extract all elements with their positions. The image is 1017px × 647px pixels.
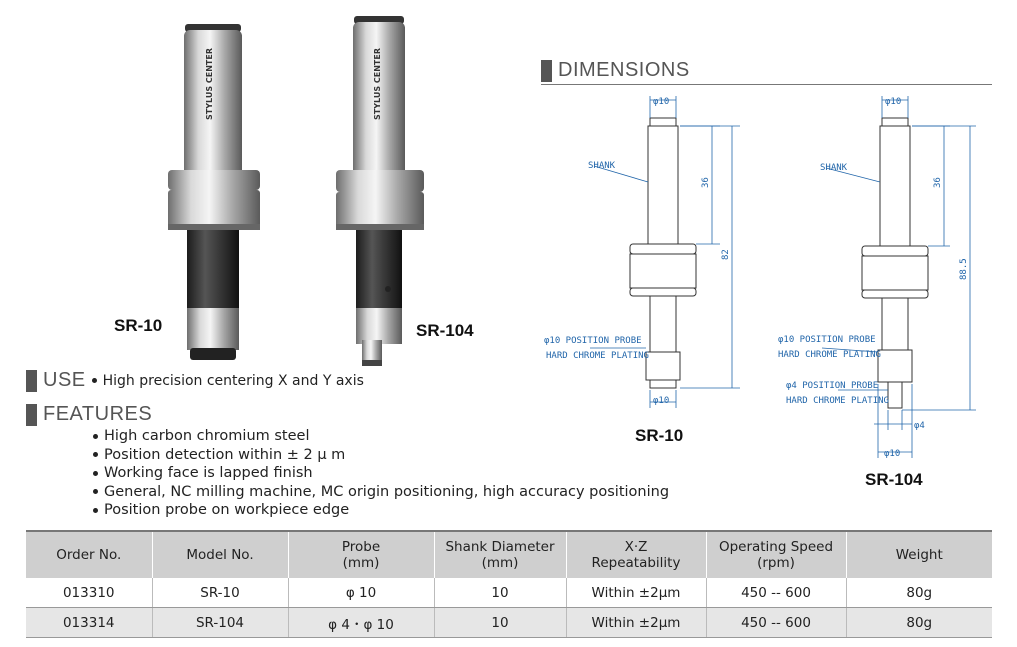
header-repeatability: X·Z Repeatability bbox=[566, 531, 706, 578]
sr10-dim-36: 36 bbox=[701, 177, 711, 188]
sr104-drawing-caption: SR-104 bbox=[865, 470, 923, 489]
feature-item: Position detection within ± 2 μ m bbox=[93, 446, 669, 465]
sr10-photo bbox=[168, 24, 260, 360]
dimensions-section bbox=[541, 59, 690, 82]
use-text: High precision centering X and Y axis bbox=[92, 373, 364, 389]
use-section-bar bbox=[26, 370, 37, 392]
sr104-dim-885: 88.5 bbox=[959, 258, 969, 280]
sr104-small-plating-label: HARD CHROME PLATING bbox=[786, 396, 889, 406]
sr10-bottom-diameter: φ10 bbox=[653, 396, 670, 406]
table-row bbox=[26, 608, 992, 638]
table-header-row bbox=[26, 531, 992, 578]
dimensions-section-bar bbox=[541, 60, 552, 82]
sr104-photo bbox=[336, 16, 424, 366]
cell-operating-speed: 450 -- 600 bbox=[706, 608, 846, 638]
sr10-top-diameter: φ10 bbox=[653, 97, 670, 107]
cell-repeatability: Within ±2μm bbox=[566, 578, 706, 608]
dimension-drawings bbox=[530, 90, 1000, 489]
header-probe: Probe (mm) bbox=[288, 531, 434, 578]
header-model-no: Model No. bbox=[152, 531, 288, 578]
header-shank-diameter: Shank Diameter (mm) bbox=[434, 531, 566, 578]
sr10-engraving: STYLUS CENTER bbox=[205, 48, 214, 120]
features-title: FEATURES bbox=[43, 403, 153, 425]
feature-item: Position probe on workpiece edge bbox=[93, 501, 669, 520]
sr104-dim-36: 36 bbox=[933, 177, 943, 188]
cell-operating-speed: 450 -- 600 bbox=[706, 578, 846, 608]
use-title: USE bbox=[43, 369, 86, 391]
cell-order-no: 013314 bbox=[26, 608, 152, 638]
sr104-bottom-diameter: φ10 bbox=[884, 449, 901, 459]
sr104-engraving: STYLUS CENTER bbox=[373, 48, 382, 120]
cell-order-no: 013310 bbox=[26, 578, 152, 608]
header-weight: Weight bbox=[846, 531, 992, 578]
header-operating-speed: Operating Speed (rpm) bbox=[706, 531, 846, 578]
sr104-photo-caption: SR-104 bbox=[416, 321, 474, 340]
cell-weight: 80g bbox=[846, 578, 992, 608]
table-row bbox=[26, 578, 992, 608]
sr104-probe-label: φ10 POSITION PROBE bbox=[778, 335, 876, 345]
dimensions-rule bbox=[541, 84, 992, 85]
spec-table bbox=[26, 530, 992, 638]
sr104-plating-label: HARD CHROME PLATING bbox=[778, 350, 881, 360]
sr10-probe-label: φ10 POSITION PROBE bbox=[544, 336, 642, 346]
sr10-photo-caption: SR-10 bbox=[114, 316, 163, 335]
cell-probe: φ 4・φ 10 bbox=[288, 608, 434, 638]
sr10-plating-label: HARD CHROME PLATING bbox=[546, 351, 649, 361]
sr10-drawing bbox=[630, 118, 696, 388]
dimensions-title: DIMENSIONS bbox=[558, 59, 690, 81]
cell-shank-diameter: 10 bbox=[434, 578, 566, 608]
product-photos bbox=[140, 10, 450, 375]
cell-shank-diameter: 10 bbox=[434, 608, 566, 638]
cell-model-no: SR-10 bbox=[152, 578, 288, 608]
sr104-drawing bbox=[862, 118, 928, 408]
use-section bbox=[26, 369, 364, 392]
cell-repeatability: Within ±2μm bbox=[566, 608, 706, 638]
features-section bbox=[26, 403, 152, 426]
sr104-small-probe-label: φ4 POSITION PROBE bbox=[786, 381, 879, 391]
sr10-shank-label: SHANK bbox=[588, 161, 616, 171]
cell-probe: φ 10 bbox=[288, 578, 434, 608]
sr104-top-diameter: φ10 bbox=[885, 97, 902, 107]
sr104-shank-label: SHANK bbox=[820, 163, 848, 173]
sr10-drawing-caption: SR-10 bbox=[635, 426, 684, 445]
feature-item: Working face is lapped finish bbox=[93, 464, 669, 483]
cell-weight: 80g bbox=[846, 608, 992, 638]
cell-model-no: SR-104 bbox=[152, 608, 288, 638]
features-section-bar bbox=[26, 404, 37, 426]
header-order-no: Order No. bbox=[26, 531, 152, 578]
sr104-small-diameter: φ4 bbox=[914, 421, 925, 431]
feature-item: High carbon chromium steel bbox=[93, 427, 669, 446]
sr10-dim-82: 82 bbox=[721, 249, 731, 260]
feature-item: General, NC milling machine, MC origin positioning, high accuracy positioning bbox=[93, 483, 669, 502]
